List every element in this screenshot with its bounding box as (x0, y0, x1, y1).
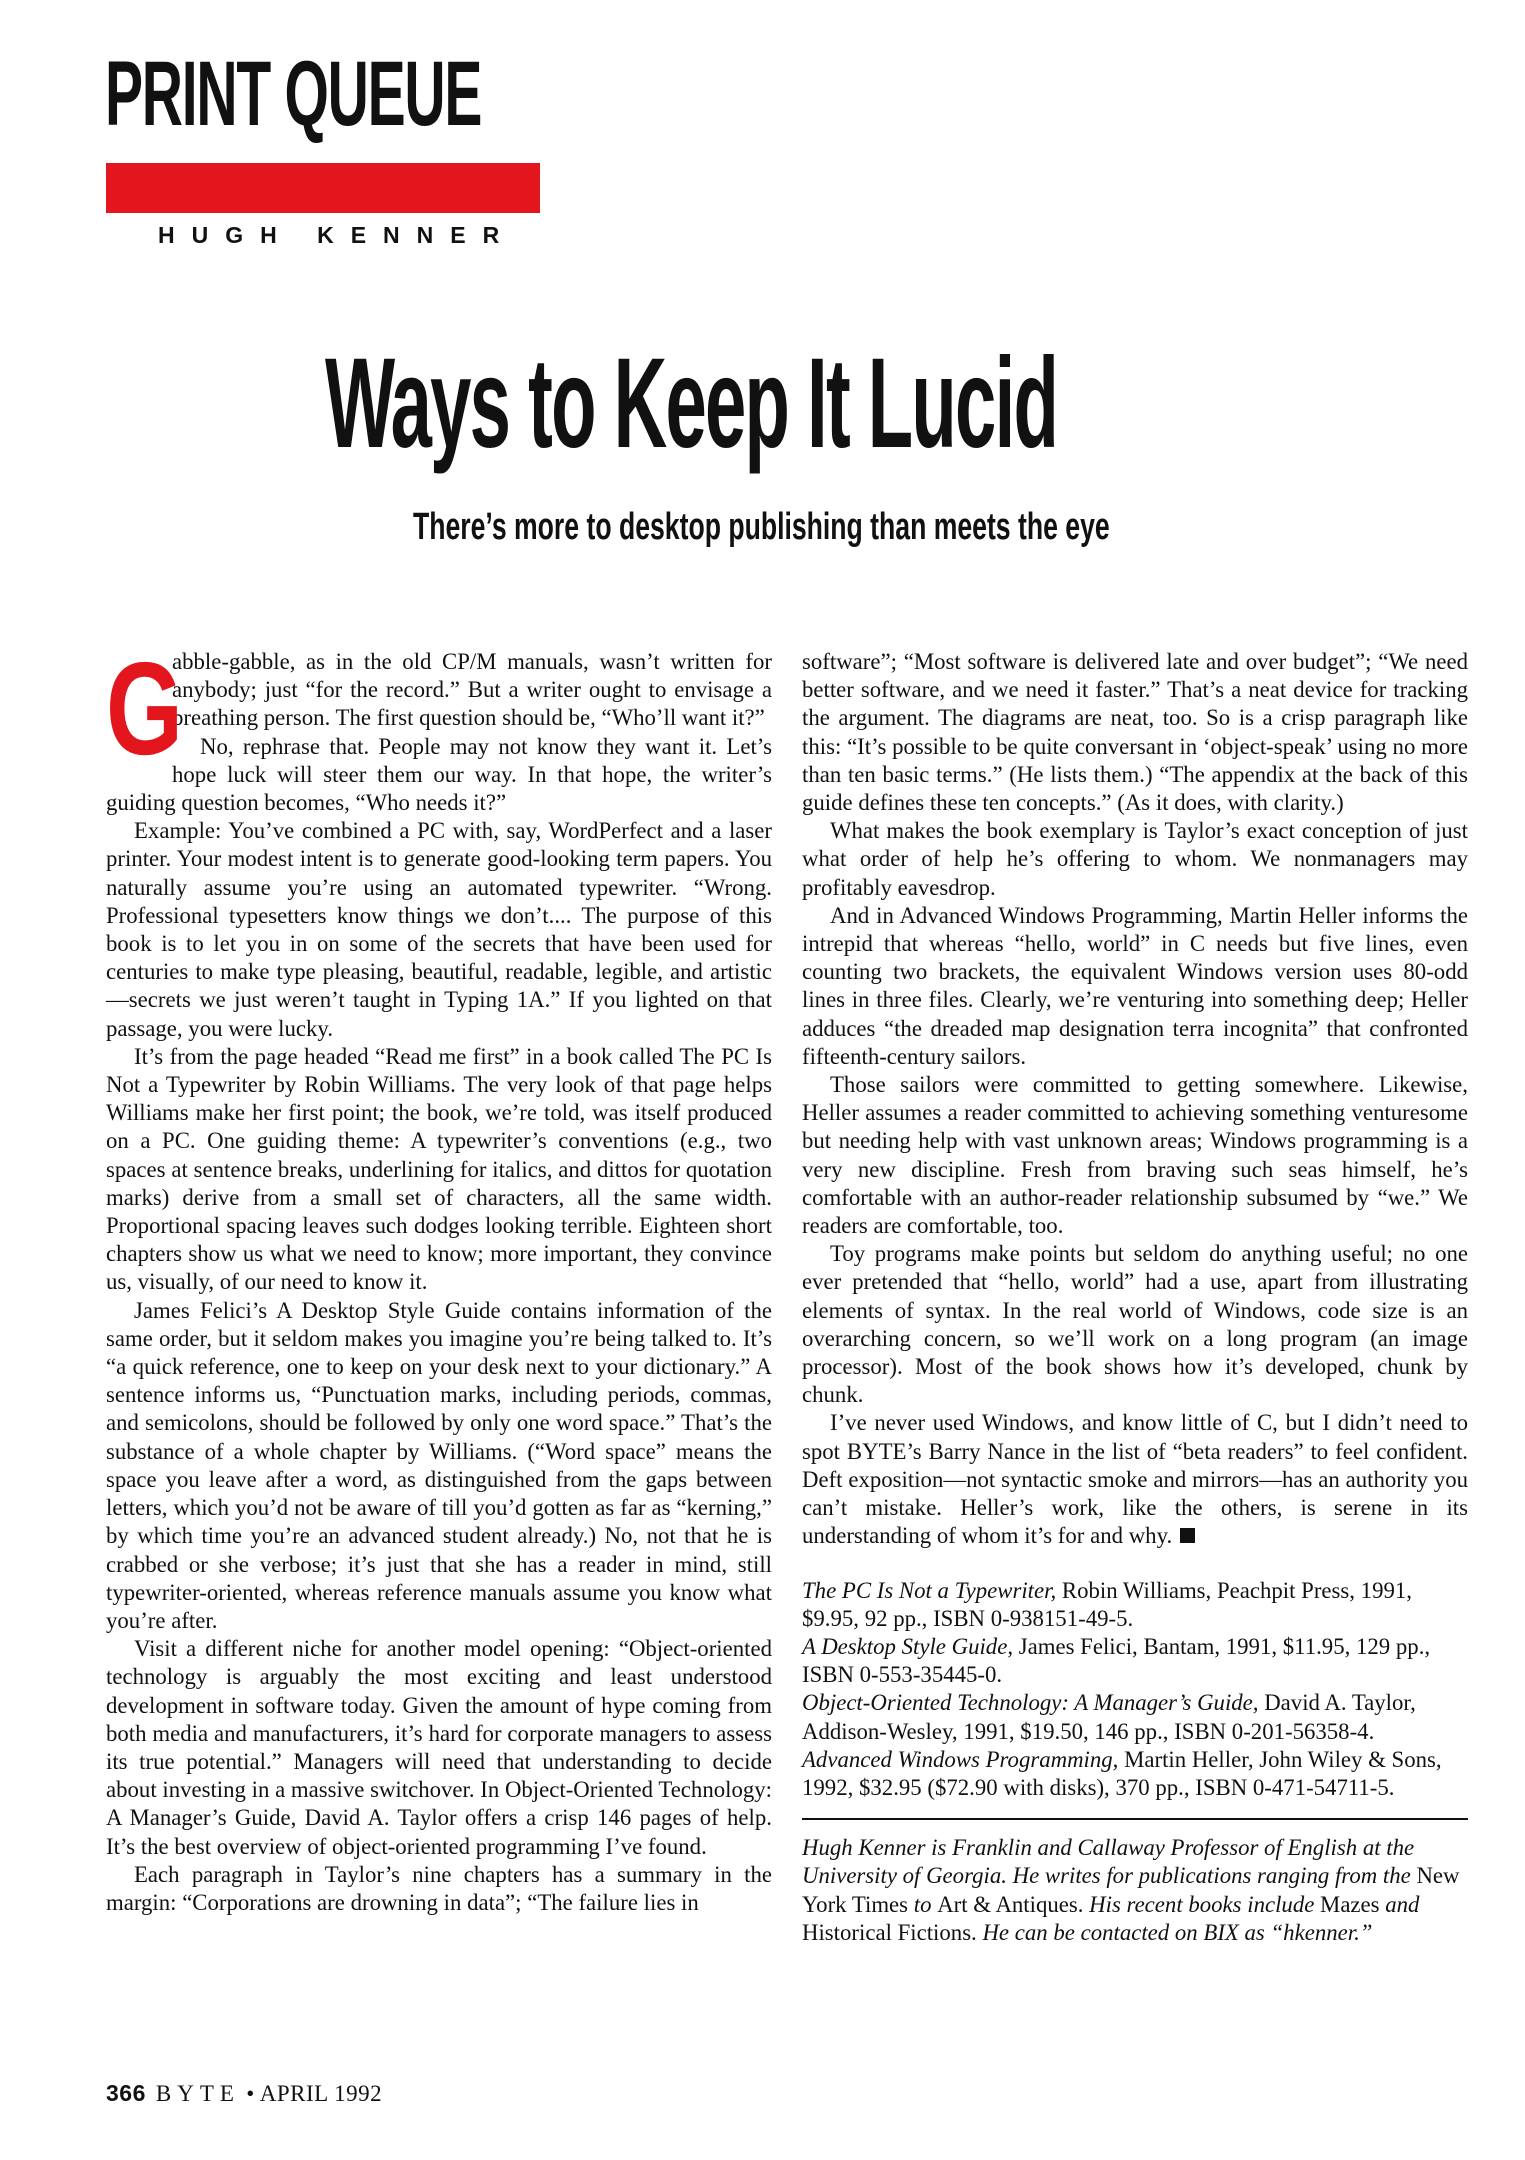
divider (802, 1818, 1468, 1820)
paragraph: What makes the book exemplary is Taylor’s exact conception of just what order of help he’s offering to whom. We nonmanagers may profitably eavesdrop. (802, 818, 1468, 900)
reference-details: David A. Taylor, Addison-Wesley, 1991, $19.50, 146 pp., ISBN 0-201-56358-4. (802, 1690, 1416, 1744)
reference-details: Martin Heller, John Wiley & Sons, 1992, $32.95 ($72.90 with disks), 370 pp., ISBN 0-471-54711-5. (802, 1746, 1442, 1800)
reference-details: Robin Williams, Peachpit Press, 1991, $9.95, 92 pp., ISBN 0-938151-49-5. (802, 1577, 1412, 1631)
paragraph: Example: You’ve combined a PC with, say, WordPerfect and a laser printer. Your modest intent is to generate good-looking term papers. You naturally assume you’re using an automated typewriter. “Wrong. Professional typesetters know things we don’t.... The purpose of this book is to let you in on some of the secrets that have been used for centuries to make type pleasing, beautiful, readable, legible, and artistic—secrets we just weren’t taught in Typing 1A.” If you lighted on that passage, you were lucky. (106, 818, 772, 1041)
bio-book: Historical Fictions. (802, 1919, 977, 1945)
bio-part: He can be contacted on BIX as “hkenner.” (982, 1919, 1373, 1945)
drop-cap: G (106, 635, 184, 782)
final-paragraph (802, 1409, 1468, 1550)
bio-part: and (1385, 1891, 1420, 1917)
paragraph: James Felici’s A Desktop Style Guide contains information of the same order, but it seldom makes you imagine you’re being talked to. It’s “a quick reference, one to keep on your desk next to your dictionary.” A sentence informs us, “Punctuation marks, including periods, commas, and semicolons, should be followed by only one word space.” That’s the substance of a whole chapter by Williams. (“Word space” means the space you leave after a word, as distinguished from the gaps between letters, which you’d not be aware of till you’d gotten as far as “kerning,” by which time you’re an advanced student already.) No, not that he is crabbed or she verbose; it’s just that she has a reader in mind, still typewriter-oriented, whereas reference manuals assume you know what you’re after. (106, 1297, 772, 1633)
footer-separator: • (246, 2081, 255, 2106)
right-column (802, 648, 1468, 1947)
paragraph: No, rephrase that. People may not know they want it. Let’s hope luck will steer them our way. In that hope, the writer’s guiding question becomes, “Who needs it?” (106, 733, 772, 816)
page-number: 366 (106, 2080, 146, 2106)
paragraph: abble-gabble, as in the old CP/M manuals, wasn’t written for anybody; just “for the record.” But a writer ought to envisage a breathing person. The first question should be, “Who’ll want it?” (172, 649, 772, 731)
accent-bar (106, 163, 540, 213)
paragraph: It’s from the page headed “Read me first” in a book called The PC Is Not a Typewriter by Robin Williams. The very look of that page helps Williams make her first point; the book, we’re told, was itself produced on a PC. One guiding theme: A typewriter’s conventions (e.g., two spaces at sentence breaks, underlining for italics, and dittos for quotation marks) derive from a small set of characters, all the same width. Proportional spacing leaves such dodges looking terrible. Eighteen short chapters show us what we need to know; more important, they convince us, visually, of our need to know it. (106, 1043, 772, 1295)
reference-item (802, 1746, 1468, 1802)
paragraph: Those sailors were committed to getting somewhere. Likewise, Heller assumes a reader committed to achieving something venturesome but needing help with vast unknown areas; Windows programming is a very new discipline. Fresh from braving such seas himself, he’s comfortable with an author-reader relationship subsumed by “we.” We readers are comfortable, too. (802, 1072, 1468, 1239)
bio-text (802, 1834, 1468, 1947)
author-bio (802, 1834, 1468, 1947)
bio-publication: Art & Antiques. (937, 1891, 1084, 1917)
paragraph-text: I’ve never used Windows, and know little of C, but I didn’t need to spot BYTE’s Barry Nance in the list of “beta readers” to feel confident. Deft exposition—not syntactic smoke and mirrors—has an authority you can’t mistake. Heller’s work, like the others, is serene in its understanding of whom it’s for and why. (802, 1410, 1468, 1549)
reference-title: A Desktop Style Guide, (802, 1633, 1014, 1659)
paragraph: Visit a different niche for another model opening: “Object-oriented technology is arguably the most exciting and least understood development in software today. Given the amount of hype coming from both media and manufacturers, it’s hard for corporate managers to assess its true potential.” Managers will need that understanding to decide about investing in a massive switchover. In Object-Oriented Technology: A Manager’s Guide, David A. Taylor offers a crisp 146 pages of help. It’s the best overview of object-oriented programming I’ve found. (106, 1636, 772, 1859)
reference-title: Object-Oriented Technology: A Manager’s Guide, (802, 1690, 1259, 1716)
department-heading: PRINT QUEUE (105, 43, 482, 145)
reference-item (802, 1633, 1468, 1689)
bio-part: to (913, 1891, 932, 1917)
paragraph: software”; “Most software is delivered late and over budget”; “We need better software, and we need it faster.” That’s a neat device for tracking the argument. The diagrams are neat, too. So is a crisp paragraph like this: “It’s possible to be quite conversant in ‘object-speak’ using no more than ten basic terms.” (He lists them.) “The appendix at the back of this guide defines these ten concepts.” (As it does, with clarity.) (802, 649, 1468, 816)
end-mark-icon (1180, 1528, 1195, 1543)
author-byline: HUGH KENNER (158, 222, 517, 248)
reference-details: James Felici, Bantam, 1991, $11.95, 129 pp., ISBN 0-553-35445-0. (802, 1633, 1431, 1688)
issue-date: APRIL 1992 (259, 2081, 383, 2106)
reference-title: The PC Is Not a Typewriter, (802, 1577, 1057, 1603)
left-column (106, 635, 772, 1917)
reference-item (802, 1689, 1468, 1745)
article-subtitle: There’s more to desktop publishing than meets the eye (413, 506, 1110, 548)
bio-publication: New York Times (802, 1863, 1460, 1917)
paragraph: Toy programs make points but seldom do anything useful; no one ever pretended that “hello, world” had a use, apart from illustrating elements of syntax. In the real world of Windows, code size is an overarching concern, so we’ll work on a long program (an image processor). Most of the book shows how it’s developed, chunk by chunk. (802, 1241, 1468, 1408)
bio-book: Mazes (1320, 1891, 1380, 1917)
book-references (802, 1577, 1468, 1803)
paragraph: Each paragraph in Taylor’s nine chapters has a summary in the margin: “Corporations are drowning in data”; “The failure lies in (106, 1861, 772, 1915)
bio-part: Hugh Kenner is Franklin and Callaway Professor of English at the University of Georgia. He writes for publications ranging from the (802, 1835, 1415, 1889)
magazine-name: BYTE (155, 2081, 240, 2106)
page-footer (106, 2080, 382, 2107)
reference-item (802, 1577, 1468, 1633)
paragraph: And in Advanced Windows Programming, Martin Heller informs the intrepid that whereas “hello, world” in C needs but five lines, even counting two brackets, the equivalent Windows version uses 80-odd lines in three files. Clearly, we’re venturing into something deep; Heller adduces “the dreaded map designation terra incognita” that confronted fifteenth-century sailors. (802, 902, 1468, 1069)
reference-title: Advanced Windows Programming, (802, 1746, 1119, 1772)
article-title: Ways to Keep It Lucid (325, 332, 1058, 475)
bio-part: His recent books include (1089, 1891, 1315, 1917)
